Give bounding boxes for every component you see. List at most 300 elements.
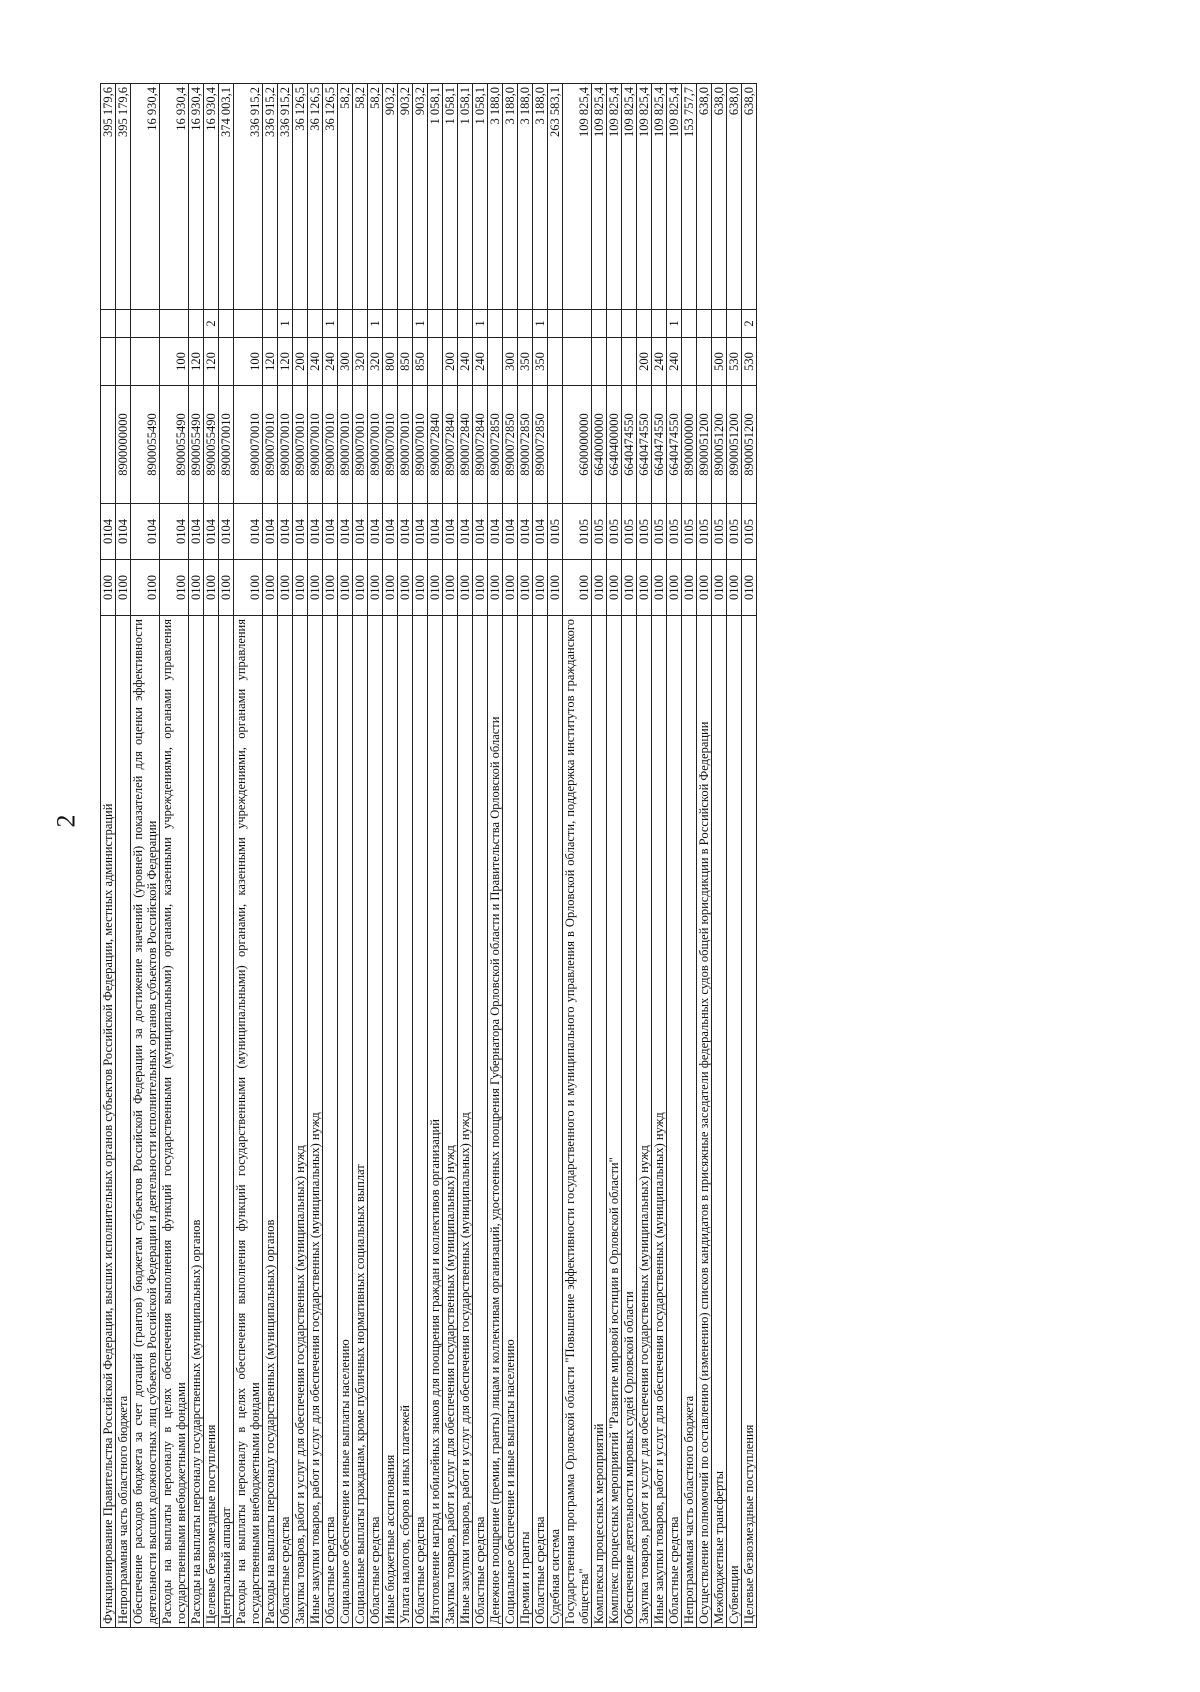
subsection-code: 0105 [622,504,637,560]
amount: 903,2 [413,84,428,310]
expense-type-code: 200 [637,338,652,386]
subsection-code: 0104 [323,504,338,560]
section-code: 0100 [712,560,727,616]
expense-type-code: 320 [368,338,383,386]
table-row [353,84,368,1628]
amount: 109 825,4 [652,84,667,310]
table-row [234,84,263,1628]
section-code: 0100 [398,560,413,616]
table-row [308,84,323,1628]
amount: 3 188,0 [488,84,503,310]
row-name: Иные закупки товаров, работ и услуг для обеспечения государственных (муниципальных) нужд [308,616,323,1628]
funding-source-code [622,310,637,338]
target-article-code: 8900051200 [727,386,742,504]
amount: 109 825,4 [592,84,607,310]
section-code: 0100 [622,560,637,616]
expense-type-code: 240 [652,338,667,386]
funding-source-code [160,310,189,338]
target-article-code: 8900070010 [413,386,428,504]
funding-source-code [308,310,323,338]
table-row [712,84,727,1628]
subsection-code: 0105 [652,504,667,560]
target-article-code: 6640474550 [667,386,682,504]
amount: 3 188,0 [533,84,548,310]
amount: 109 825,4 [563,84,592,310]
row-name: Расходы на выплаты персоналу государственных (муниципальных) органов [263,616,278,1628]
subsection-code: 0105 [697,504,712,560]
table-row [428,84,443,1628]
amount: 16 930,4 [204,84,219,310]
section-code: 0100 [293,560,308,616]
expense-type-code [488,338,503,386]
row-name: Расходы на выплаты персоналу государственных (муниципальных) органов [189,616,204,1628]
table-row [563,84,592,1628]
expense-type-code: 530 [727,338,742,386]
section-code: 0100 [488,560,503,616]
target-article-code: 8900072840 [473,386,488,504]
funding-source-code [353,310,368,338]
expense-type-code: 120 [189,338,204,386]
section-code: 0100 [727,560,742,616]
section-code: 0100 [473,560,488,616]
row-name: Областные средства [368,616,383,1628]
table-row [473,84,488,1628]
row-name: Областные средства [413,616,428,1628]
subsection-code: 0104 [458,504,473,560]
expense-type-code: 240 [473,338,488,386]
row-name: Иные бюджетные ассигнования [383,616,398,1628]
subsection-code: 0104 [518,504,533,560]
table-row [368,84,383,1628]
expense-type-code: 530 [742,338,757,386]
section-code: 0100 [533,560,548,616]
row-name: Обеспечение деятельности мировых судей Орловской области [622,616,637,1628]
section-code: 0100 [278,560,293,616]
funding-source-code [398,310,413,338]
row-name: Закупка товаров, работ и услуг для обеспечения государственных (муниципальных) нужд [637,616,652,1628]
funding-source-code [338,310,353,338]
table-row [622,84,637,1628]
section-code: 0100 [667,560,682,616]
target-article-code: 8900070010 [368,386,383,504]
target-article-code: 8900055490 [131,386,160,504]
table-row [742,84,757,1628]
target-article-code: 8900051200 [742,386,757,504]
expense-type-code: 120 [204,338,219,386]
table-row [204,84,219,1628]
target-article-code: 8900070010 [398,386,413,504]
table-row [533,84,548,1628]
target-article-code: 6640400000 [607,386,622,504]
target-article-code: 6600000000 [563,386,592,504]
table-row [727,84,742,1628]
table-row [131,84,160,1628]
amount: 109 825,4 [622,84,637,310]
row-name: Уплата налогов, сборов и иных платежей [398,616,413,1628]
funding-source-code [443,310,458,338]
amount: 16 930,4 [131,84,160,310]
amount: 58,2 [353,84,368,310]
funding-source-code [652,310,667,338]
amount: 109 825,4 [637,84,652,310]
table-row [116,84,131,1628]
expense-type-code [131,338,160,386]
target-article-code: 8900051200 [712,386,727,504]
table-row [413,84,428,1628]
table-row [323,84,338,1628]
row-name: Изготовление наград и юбилейных знаков для поощрения граждан и коллективов организаций [428,616,443,1628]
section-code: 0100 [458,560,473,616]
section-code: 0100 [383,560,398,616]
target-article-code: 8900072850 [488,386,503,504]
expense-type-code: 240 [458,338,473,386]
row-name: Социальное обеспечение и иные выплаты населению [503,616,518,1628]
target-article-code: 8900070010 [308,386,323,504]
subsection-code: 0104 [488,504,503,560]
section-code: 0100 [101,560,116,616]
target-article-code: 6640000000 [592,386,607,504]
row-name: Областные средства [323,616,338,1628]
subsection-code: 0105 [712,504,727,560]
target-article-code: 8900070010 [338,386,353,504]
subsection-code: 0105 [563,504,592,560]
row-name: Областные средства [473,616,488,1628]
expense-type-code: 100 [160,338,189,386]
amount: 263 583,1 [548,84,563,310]
table-row [293,84,308,1628]
subsection-code: 0104 [413,504,428,560]
target-article-code: 8900072850 [503,386,518,504]
funding-source-code: 2 [742,310,757,338]
row-name: Обеспечение расходов бюджета за счет дотаций (грантов) бюджетам субъектов Российской Федерации за достижение значений (уровней) показателей для оценки эффективности деятельности высших должностных лиц субъектов Российской Федерации и деятельности исполнительных органов субъектов Российской Федерации [131,616,160,1628]
target-article-code [101,386,116,504]
table-row [607,84,622,1628]
amount: 36 126,5 [323,84,338,310]
rotated-page [100,84,1100,1628]
expense-type-code: 300 [338,338,353,386]
row-name: Функционирование Правительства Российской Федерации, высших исполнительных органов субъектов Российской Федерации, местных администраций [101,616,116,1628]
subsection-code: 0104 [398,504,413,560]
subsection-code: 0105 [592,504,607,560]
funding-source-code: 1 [368,310,383,338]
subsection-code: 0104 [160,504,189,560]
expense-type-code [592,338,607,386]
expense-type-code: 800 [383,338,398,386]
table-row [697,84,712,1628]
table-row [592,84,607,1628]
table-row [458,84,473,1628]
row-name: Социальные выплаты гражданам, кроме публичных нормативных социальных выплат [353,616,368,1628]
subsection-code: 0104 [219,504,234,560]
row-name: Социальное обеспечение и иные выплаты населению [338,616,353,1628]
amount: 638,0 [727,84,742,310]
subsection-code: 0104 [473,504,488,560]
subsection-code: 0105 [727,504,742,560]
amount: 153 757,7 [682,84,697,310]
amount: 638,0 [712,84,727,310]
amount: 58,2 [368,84,383,310]
row-name: Комплексы процессных мероприятий [592,616,607,1628]
subsection-code: 0104 [503,504,518,560]
target-article-code: 8900000000 [682,386,697,504]
table-row [548,84,563,1628]
amount: 16 930,4 [160,84,189,310]
funding-source-code [189,310,204,338]
section-code: 0100 [323,560,338,616]
section-code: 0100 [204,560,219,616]
expense-type-code [563,338,592,386]
funding-source-code [712,310,727,338]
row-name: Областные средства [667,616,682,1628]
section-code: 0100 [131,560,160,616]
section-code: 0100 [413,560,428,616]
section-code: 0100 [263,560,278,616]
funding-source-code [458,310,473,338]
amount: 903,2 [383,84,398,310]
funding-source-code: 1 [667,310,682,338]
amount: 336 915,2 [263,84,278,310]
expense-type-code: 200 [293,338,308,386]
funding-source-code [592,310,607,338]
funding-source-code [101,310,116,338]
subsection-code: 0104 [428,504,443,560]
row-name: Областные средства [533,616,548,1628]
row-name: Непрограммная часть областного бюджета [116,616,131,1628]
amount: 395 179,6 [101,84,116,310]
table-row [189,84,204,1628]
subsection-code: 0104 [338,504,353,560]
subsection-code: 0105 [607,504,622,560]
funding-source-code [488,310,503,338]
table-row [503,84,518,1628]
section-code: 0100 [503,560,518,616]
amount: 58,2 [338,84,353,310]
section-code: 0100 [219,560,234,616]
target-article-code: 6640474550 [652,386,667,504]
expense-type-code [607,338,622,386]
expense-type-code: 850 [413,338,428,386]
row-name: Осуществление полномочий по составлению (изменению) списков кандидатов в присяжные заседатели федеральных судов общей юрисдикции в Российской Федерации [697,616,712,1628]
row-name: Центральный аппарат [219,616,234,1628]
table-row [518,84,533,1628]
amount: 336 915,2 [278,84,293,310]
section-code: 0100 [518,560,533,616]
target-article-code: 8900070010 [383,386,398,504]
subsection-code: 0104 [263,504,278,560]
section-code: 0100 [116,560,131,616]
target-article-code: 8900072850 [533,386,548,504]
row-name: Иные закупки товаров, работ и услуг для обеспечения государственных (муниципальных) нужд [458,616,473,1628]
table-row [278,84,293,1628]
funding-source-code [518,310,533,338]
table-row [652,84,667,1628]
funding-source-code: 2 [204,310,219,338]
amount: 36 126,5 [293,84,308,310]
section-code: 0100 [160,560,189,616]
table-row [443,84,458,1628]
expense-type-code: 320 [353,338,368,386]
table-row [637,84,652,1628]
section-code: 0100 [189,560,204,616]
row-name: Денежное поощрение (премии, гранты) лицам и коллективам организаций, удостоенных поощрения Губернатора Орловской области и Правительства Орловской области [488,616,503,1628]
table-row [383,84,398,1628]
target-article-code: 8900070010 [234,386,263,504]
budget-table [100,83,757,1628]
expense-type-code: 350 [518,338,533,386]
expense-type-code: 240 [308,338,323,386]
subsection-code: 0105 [548,504,563,560]
amount: 36 126,5 [308,84,323,310]
funding-source-code [116,310,131,338]
expense-type-code [697,338,712,386]
row-name: Закупка товаров, работ и услуг для обеспечения государственных (муниципальных) нужд [443,616,458,1628]
subsection-code: 0104 [368,504,383,560]
target-article-code: 8900072840 [458,386,473,504]
section-code: 0100 [234,560,263,616]
subsection-code: 0104 [204,504,219,560]
table-row [160,84,189,1628]
row-name: Судебная система [548,616,563,1628]
target-article-code: 8900070010 [278,386,293,504]
section-code: 0100 [368,560,383,616]
amount: 1 058,1 [458,84,473,310]
section-code: 0100 [563,560,592,616]
expense-type-code [428,338,443,386]
subsection-code: 0104 [189,504,204,560]
target-article-code: 6640474550 [622,386,637,504]
subsection-code: 0104 [278,504,293,560]
funding-source-code [682,310,697,338]
funding-source-code: 1 [473,310,488,338]
amount: 3 188,0 [518,84,533,310]
subsection-code: 0105 [667,504,682,560]
expense-type-code [219,338,234,386]
funding-source-code [697,310,712,338]
expense-type-code: 350 [533,338,548,386]
expense-type-code: 200 [443,338,458,386]
section-code: 0100 [607,560,622,616]
funding-source-code [548,310,563,338]
funding-source-code [219,310,234,338]
target-article-code: 8900070010 [353,386,368,504]
subsection-code: 0104 [353,504,368,560]
funding-source-code [263,310,278,338]
section-code: 0100 [548,560,563,616]
expense-type-code [682,338,697,386]
subsection-code: 0104 [131,504,160,560]
table-row [667,84,682,1628]
subsection-code: 0104 [293,504,308,560]
funding-source-code [563,310,592,338]
section-code: 0100 [742,560,757,616]
section-code: 0100 [353,560,368,616]
funding-source-code [293,310,308,338]
target-article-code [548,386,563,504]
amount: 903,2 [398,84,413,310]
amount: 374 003,1 [219,84,234,310]
target-article-code: 8900055490 [204,386,219,504]
subsection-code: 0104 [234,504,263,560]
expense-type-code: 120 [278,338,293,386]
funding-source-code [383,310,398,338]
target-article-code: 8900070010 [263,386,278,504]
funding-source-code: 1 [413,310,428,338]
funding-source-code [428,310,443,338]
expense-type-code [622,338,637,386]
amount: 336 915,2 [234,84,263,310]
target-article-code: 8900000000 [116,386,131,504]
expense-type-code [548,338,563,386]
expense-type-code [116,338,131,386]
row-name: Иные закупки товаров, работ и услуг для обеспечения государственных (муниципальных) нужд [652,616,667,1628]
target-article-code: 8900070010 [323,386,338,504]
amount: 1 058,1 [473,84,488,310]
funding-source-code [503,310,518,338]
section-code: 0100 [428,560,443,616]
subsection-code: 0104 [533,504,548,560]
subsection-code: 0104 [383,504,398,560]
table-row [263,84,278,1628]
table-row [488,84,503,1628]
funding-source-code [607,310,622,338]
amount: 638,0 [742,84,757,310]
section-code: 0100 [443,560,458,616]
expense-type-code: 240 [323,338,338,386]
subsection-code: 0105 [742,504,757,560]
expense-type-code [101,338,116,386]
target-article-code: 8900055490 [189,386,204,504]
section-code: 0100 [697,560,712,616]
subsection-code: 0104 [116,504,131,560]
target-article-code: 8900070010 [293,386,308,504]
row-name: Субвенции [727,616,742,1628]
funding-source-code: 1 [278,310,293,338]
table-row [101,84,116,1628]
amount: 638,0 [697,84,712,310]
funding-source-code [637,310,652,338]
section-code: 0100 [308,560,323,616]
row-name: Областные средства [278,616,293,1628]
row-name: Расходы на выплаты персоналу в целях обеспечения выполнения функций государственными (муниципальными) органами, казенными учреждениями, органами управления государственными внебюджетными фондами [160,616,189,1628]
row-name: Непрограммная часть областного бюджета [682,616,697,1628]
subsection-code: 0105 [637,504,652,560]
section-code: 0100 [592,560,607,616]
expense-type-code: 240 [667,338,682,386]
expense-type-code: 500 [712,338,727,386]
target-article-code: 8900070010 [219,386,234,504]
row-name: Расходы на выплаты персоналу в целях обеспечения выполнения функций государственными (муниципальными) органами, казенными учреждениями, органами управления государственными внебюджетными фондами [234,616,263,1628]
row-name: Межбюджетные трансферты [712,616,727,1628]
amount: 109 825,4 [667,84,682,310]
subsection-code: 0104 [308,504,323,560]
section-code: 0100 [338,560,353,616]
subsection-code: 0104 [443,504,458,560]
expense-type-code: 850 [398,338,413,386]
table-row [398,84,413,1628]
table-row [682,84,697,1628]
target-article-code: 8900072850 [518,386,533,504]
subsection-code: 0105 [682,504,697,560]
amount: 1 058,1 [443,84,458,310]
funding-source-code [727,310,742,338]
row-name: Целевые безвозмездные поступления [742,616,757,1628]
section-code: 0100 [682,560,697,616]
expense-type-code: 120 [263,338,278,386]
target-article-code: 6640474550 [637,386,652,504]
expense-type-code: 300 [503,338,518,386]
funding-source-code: 1 [323,310,338,338]
amount: 109 825,4 [607,84,622,310]
